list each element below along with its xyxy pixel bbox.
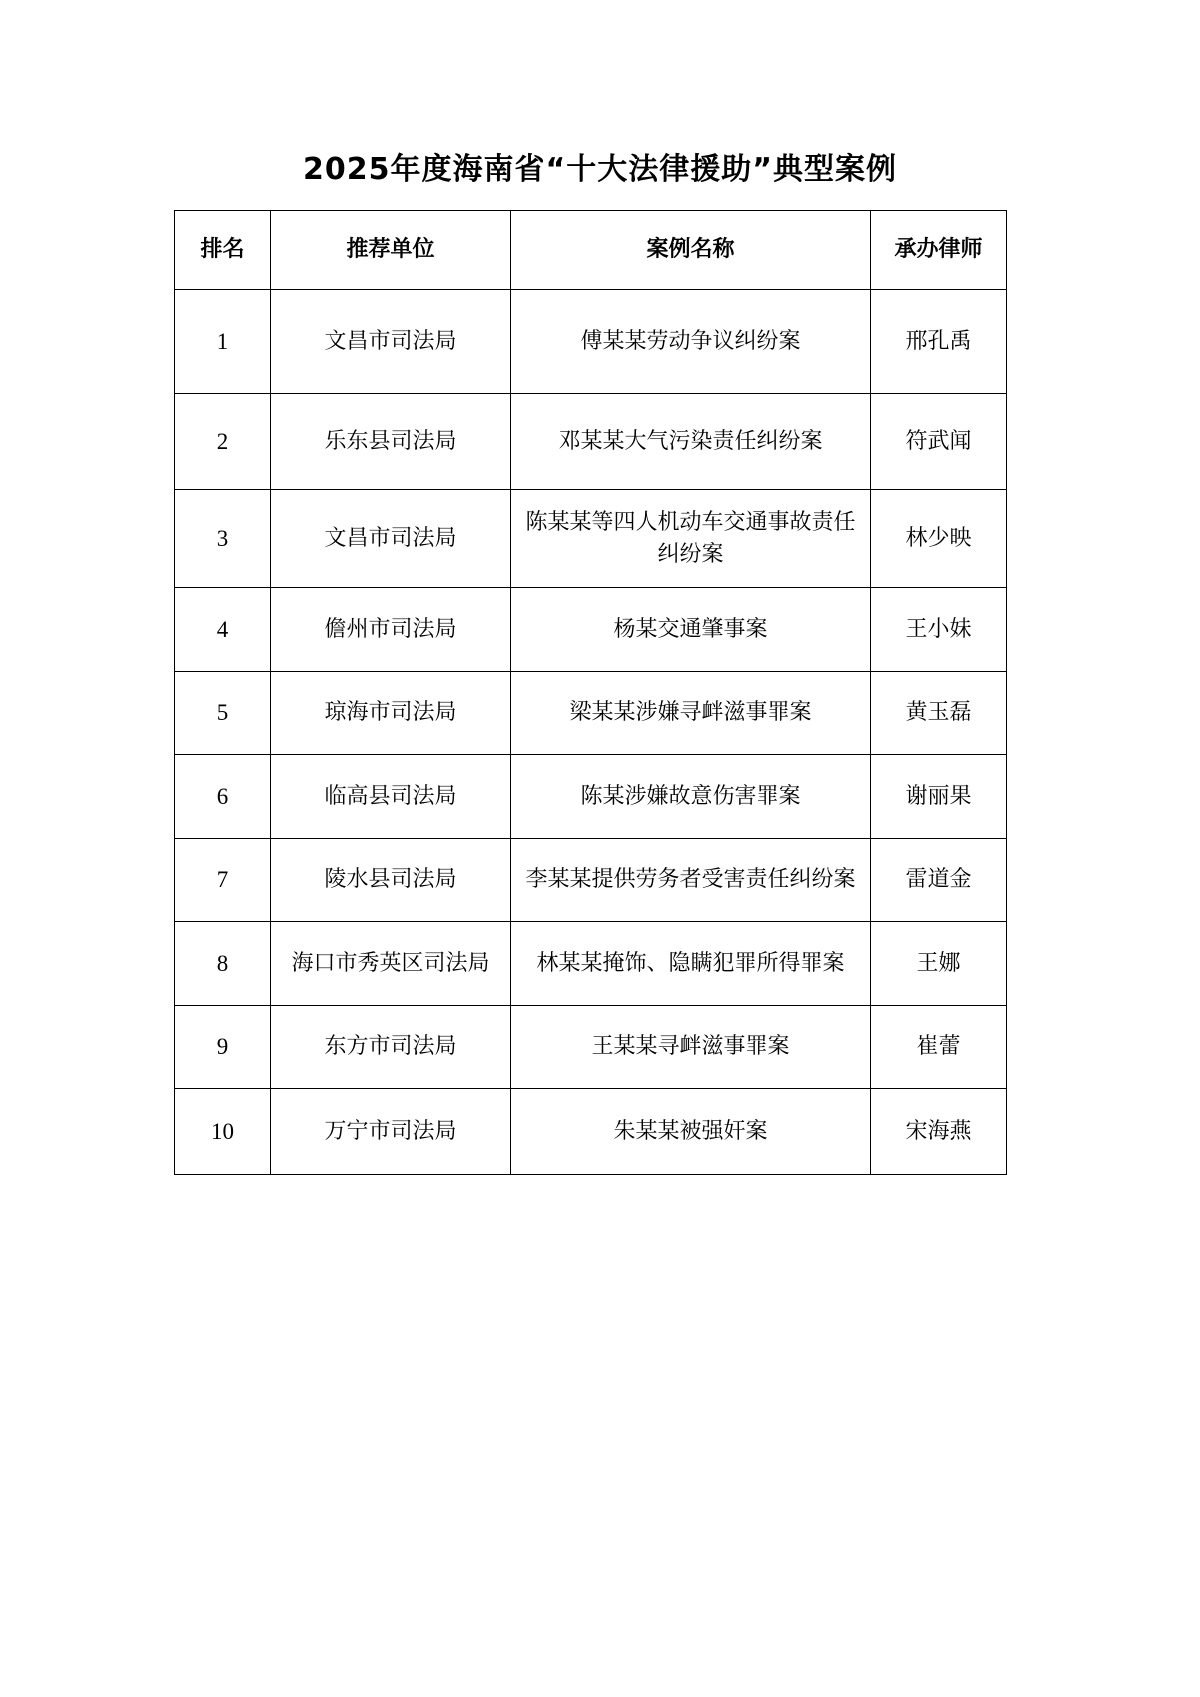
header-unit: 推荐单位 [271, 211, 511, 290]
cell-rank: 8 [175, 922, 271, 1006]
cell-unit: 文昌市司法局 [271, 290, 511, 394]
table-row [175, 839, 1007, 922]
table-row [175, 755, 1007, 839]
cell-rank: 4 [175, 588, 271, 672]
cell-case-name: 傅某某劳动争议纠纷案 [511, 290, 871, 394]
header-rank: 排名 [175, 211, 271, 290]
table-row [175, 672, 1007, 755]
table-row [175, 290, 1007, 394]
cell-rank: 10 [175, 1089, 271, 1175]
cell-lawyer: 符武闻 [871, 394, 1007, 490]
cell-lawyer: 林少映 [871, 490, 1007, 588]
cell-case-name: 李某某提供劳务者受害责任纠纷案 [511, 839, 871, 922]
cell-unit: 东方市司法局 [271, 1006, 511, 1089]
table-row [175, 588, 1007, 672]
cell-unit: 万宁市司法局 [271, 1089, 511, 1175]
cell-lawyer: 王小妹 [871, 588, 1007, 672]
cell-case-name: 陈某涉嫌故意伤害罪案 [511, 755, 871, 839]
cell-rank: 3 [175, 490, 271, 588]
page-title: 2025年度海南省“十大法律援助”典型案例 [303, 152, 897, 187]
cell-case-name: 邓某某大气污染责任纠纷案 [511, 394, 871, 490]
table-row [175, 490, 1007, 588]
table-row [175, 1089, 1007, 1175]
cell-lawyer: 王娜 [871, 922, 1007, 1006]
cell-case-name: 朱某某被强奸案 [511, 1089, 871, 1175]
cell-rank: 2 [175, 394, 271, 490]
table-row [175, 1006, 1007, 1089]
cell-unit: 琼海市司法局 [271, 672, 511, 755]
cell-case-name: 林某某掩饰、隐瞒犯罪所得罪案 [511, 922, 871, 1006]
cell-lawyer: 宋海燕 [871, 1089, 1007, 1175]
cell-rank: 9 [175, 1006, 271, 1089]
cell-case-name: 陈某某等四人机动车交通事故责任纠纷案 [511, 490, 871, 588]
cell-lawyer: 雷道金 [871, 839, 1007, 922]
cell-case-name: 杨某交通肇事案 [511, 588, 871, 672]
table-row [175, 394, 1007, 490]
cases-table [174, 210, 1007, 1175]
cell-lawyer: 谢丽果 [871, 755, 1007, 839]
cell-unit: 文昌市司法局 [271, 490, 511, 588]
cell-unit: 海口市秀英区司法局 [271, 922, 511, 1006]
cell-rank: 1 [175, 290, 271, 394]
header-lawyer: 承办律师 [871, 211, 1007, 290]
table-row [175, 922, 1007, 1006]
cell-lawyer: 崔蕾 [871, 1006, 1007, 1089]
cell-lawyer: 黄玉磊 [871, 672, 1007, 755]
cell-unit: 乐东县司法局 [271, 394, 511, 490]
cell-case-name: 王某某寻衅滋事罪案 [511, 1006, 871, 1089]
cell-unit: 临高县司法局 [271, 755, 511, 839]
cell-unit: 陵水县司法局 [271, 839, 511, 922]
header-case-name: 案例名称 [511, 211, 871, 290]
table-header-row [175, 211, 1007, 290]
cell-rank: 6 [175, 755, 271, 839]
cell-rank: 7 [175, 839, 271, 922]
cell-case-name: 梁某某涉嫌寻衅滋事罪案 [511, 672, 871, 755]
cell-rank: 5 [175, 672, 271, 755]
cell-lawyer: 邢孔禹 [871, 290, 1007, 394]
cell-unit: 儋州市司法局 [271, 588, 511, 672]
